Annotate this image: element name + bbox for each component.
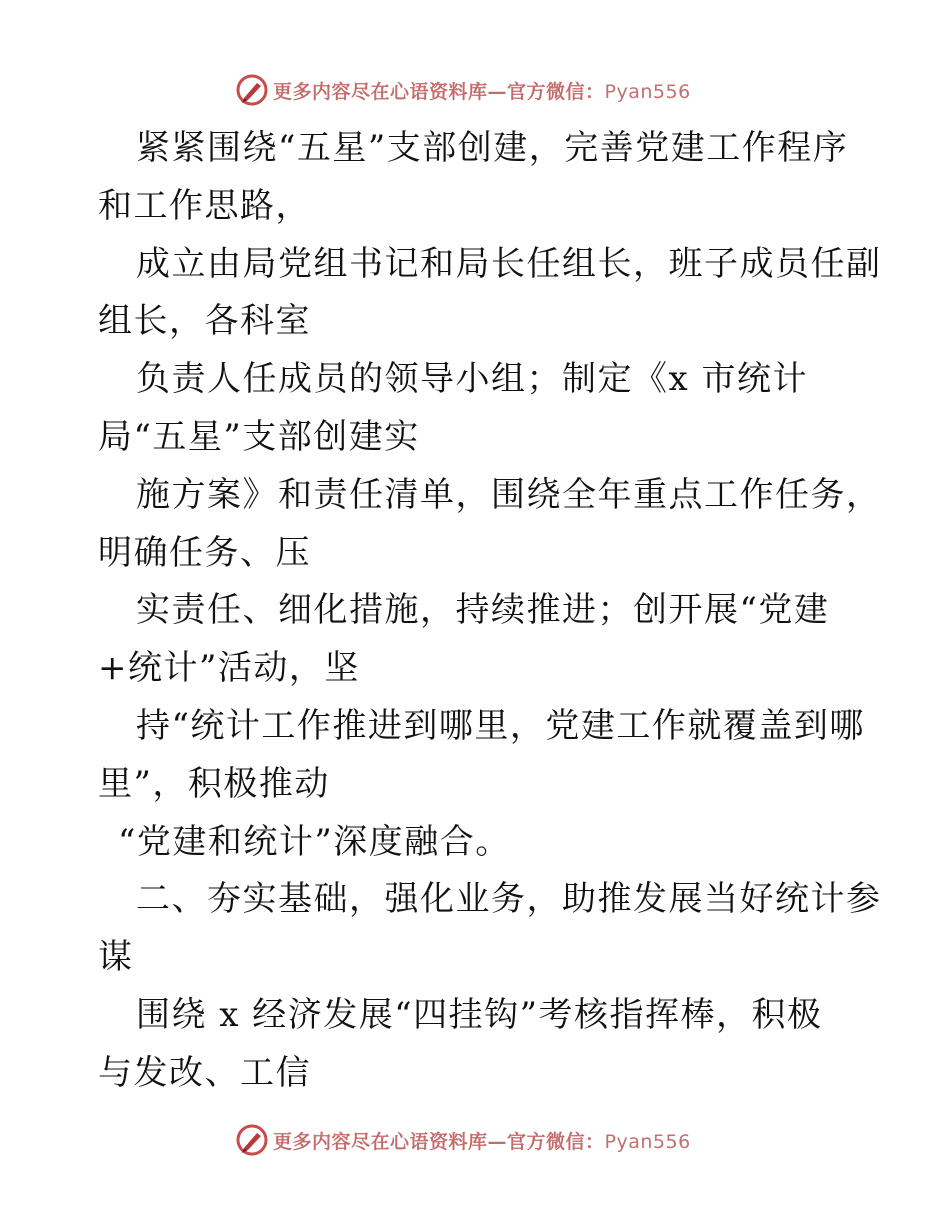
text-line: 紧紧围绕“五星”支部创建，完善党建工作程序 [136,128,849,168]
text-line: 明确任务、压 [98,532,311,573]
text-line: 与发改、工信 [98,1052,311,1093]
text-line: 实责任、细化措施，持续推进；创开展“党建 [136,590,830,631]
watermark-footer [235,1122,691,1158]
pen-logo-icon [235,1123,269,1157]
text-line: 里”，积极推动 [98,763,330,804]
text-line: 持“统计工作推进到哪里，党建工作就覆盖到哪 [136,705,865,746]
watermark-text: 更多内容尽在心语资料库—官方微信：Pyan556 [273,1130,691,1153]
text-line: 和工作思路， [98,185,311,226]
section-heading: 二、夯实基础，强化业务，助推发展当好统计参 [136,879,882,920]
text-line: 组长，各科室 [98,301,311,342]
section-heading-cont: 谋 [98,937,134,978]
text-line: +统计”活动，坚 [98,648,360,689]
watermark-text: 更多内容尽在心语资料库—官方微信：Pyan556 [273,80,691,103]
pen-logo-icon [235,73,269,107]
text-line: 负责人任成员的领导小组；制定《x 市统计 [136,359,808,400]
watermark-header [235,72,691,108]
document-body [98,120,882,1103]
text-line: 施方案》和责任清单，围绕全年重点工作任务， [136,474,882,515]
text-line: 成立由局党组书记和局长任组长，班子成员任副 [136,243,882,284]
text-line: 局“五星”支部创建实 [98,416,420,457]
text-line: “党建和统计”深度融合。 [118,821,511,862]
text-line: 围绕 x 经济发展“四挂钩”考核指挥棒，积极 [136,994,823,1035]
